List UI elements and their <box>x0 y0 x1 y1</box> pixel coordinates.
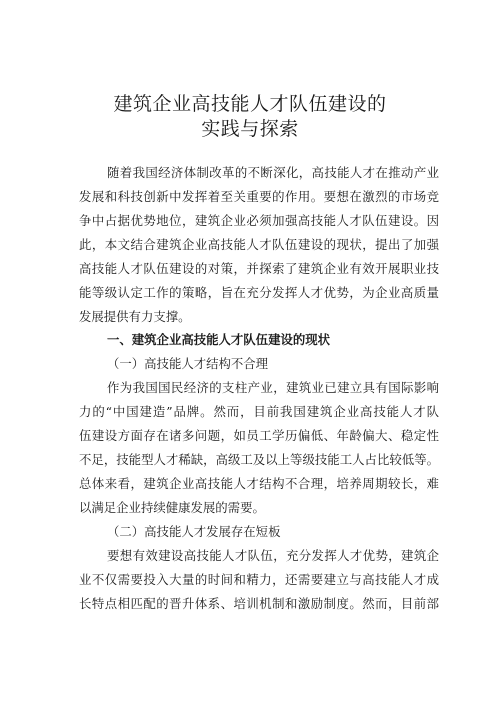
intro-line: 发展提供有力支撑。 <box>79 309 191 324</box>
body-line: 不足，技能型人才稀缺，高级工及以上等级技能工人占比较低等。 <box>79 452 439 467</box>
subsection-heading: （一）高技能人才结构不合理 <box>107 356 269 371</box>
intro-line: 高技能人才队伍建设的对策，并探索了建筑企业有效开展职业技 <box>79 261 439 276</box>
subsection-heading: （二）高技能人才发展存在短板 <box>107 524 281 539</box>
intro-line: 随着我国经济体制改革的不断深化，高技能人才在推动产业 <box>107 165 439 180</box>
body-line: 作为我国国民经济的支柱产业，建筑业已建立具有国际影响 <box>107 380 439 395</box>
intro-line: 发展和科技创新中发挥着至关重要的作用。要想在激烈的市场竞 <box>79 189 439 204</box>
body-line: 要想有效建设高技能人才队伍，充分发挥人才优势，建筑企 <box>107 548 439 563</box>
section-heading: 一、建筑企业高技能人才队伍建设的现状 <box>107 332 331 347</box>
intro-line: 此，本文结合建筑企业高技能人才队伍建设的现状，提出了加强 <box>79 237 439 252</box>
intro-line: 能等级认定工作的策略，旨在充分发挥人才优势，为企业高质量 <box>79 285 439 300</box>
intro-line: 争中占据优势地位，建筑企业必须加强高技能人才队伍建设。因 <box>79 213 439 228</box>
body-line: 长特点相匹配的晋升体系、培训机制和激励制度。然而，目前部 <box>79 596 439 611</box>
document-title-line-1: 建筑企业高技能人才队伍建设的 <box>113 93 387 115</box>
body-line: 总体来看，建筑企业高技能人才结构不合理，培养周期较长，难 <box>79 476 439 491</box>
body-line: 伍建设方面存在诸多问题，如员工学历偏低、年龄偏大、稳定性 <box>79 428 439 443</box>
document-title-line-2: 实践与探索 <box>201 118 299 140</box>
body-line: 力的“中国建造”品牌。然而，目前我国建筑企业高技能人才队 <box>79 404 439 419</box>
body-line: 业不仅需要投入大量的时间和精力，还需要建立与高技能人才成 <box>79 572 439 587</box>
body-line: 以满足企业持续健康发展的需要。 <box>79 500 265 515</box>
